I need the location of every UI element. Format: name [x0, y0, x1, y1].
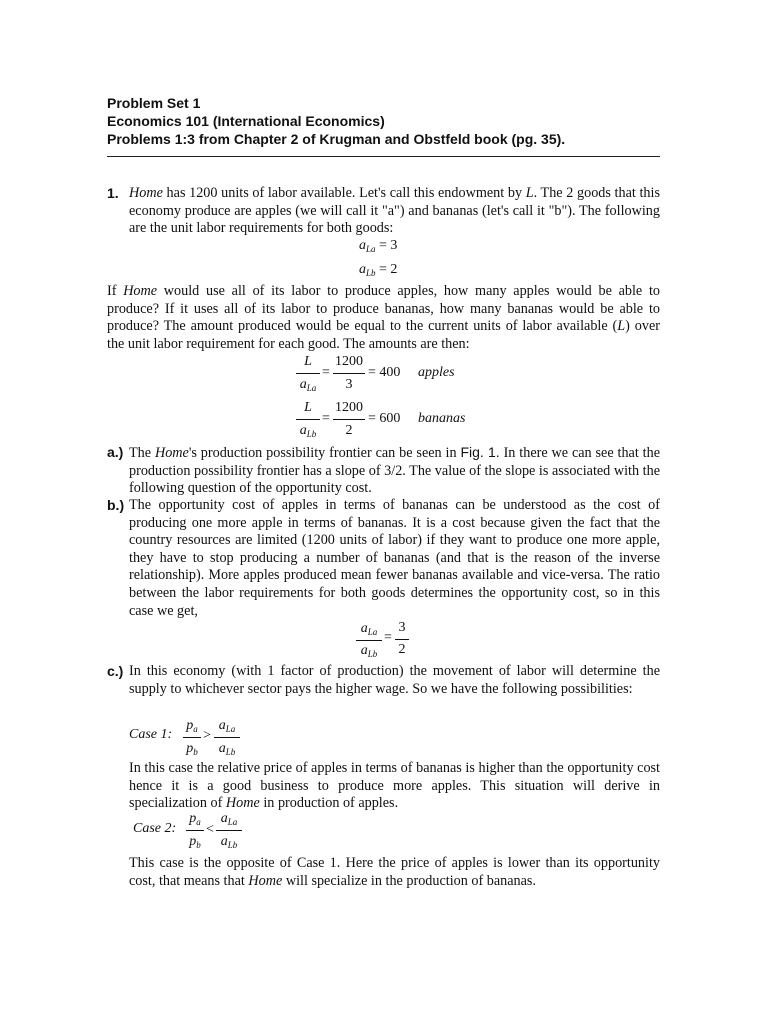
- header-problems: Problems 1:3 from Chapter 2 of Krugman and Obstfeld book (pg. 35).: [107, 131, 566, 147]
- part-b-text: The opportunity cost of apples in terms of bananas can be understood as the cost of producing one more apple in terms of bananas. It is a cost because given the fact that the country resources are limited (1200 units of labor) if they want to produce one more apple, they have to stop producing a number of bananas (and that is the reason of the inverse relationship). More apples produced mean fewer bananas available and vice-versa. The ratio between the labor requirements for both goods determines the opportunity cost, so in this case we get,: [129, 497, 660, 619]
- part-a-label: a.): [107, 444, 124, 460]
- part-a-text: The Home's production possibility frontier can be seen in Fig. 1. In there we can see that the production possibility frontier has a slope of 3/2. The value of the slope is associated with the following question of the opportunity cost.: [129, 444, 661, 497]
- header-title: Problem Set 1: [107, 95, 201, 111]
- case1-explanation: In this case the relative price of apples in terms of bananas is higher than the opportunity cost hence it is a good business to produce more apples. This situation will derive in specialization of Home in production of apples.: [129, 760, 660, 812]
- case2-explanation: This case is the opposite of Case 1. Here the price of apples is lower than its opportunity cost, that means that Home will specialize in the production of bananas.: [129, 855, 660, 889]
- req-bananas-equation: $a_{Lb} = 2$: [359, 262, 398, 278]
- part-b-label: b.): [107, 497, 125, 513]
- figure-reference: Fig. 1.: [460, 444, 500, 460]
- header-divider: [107, 156, 660, 157]
- req-apples-equation: $a_{La} = 3$: [359, 238, 398, 254]
- problem-number: 1.: [107, 185, 119, 201]
- header-course: Economics 101 (International Economics): [107, 113, 385, 129]
- problem1-intro: Home has 1200 units of labor available. Let's call this endowment by L. The 2 goods that this economy produce are apples (we will call it "a") and bananas (let's call it "b"). The following are the unit labor requirements for both goods:: [129, 185, 660, 237]
- part-c-label: c.): [107, 663, 124, 679]
- part-c-text: In this economy (with 1 factor of production) the movement of labor will determine the supply to whichever sector pays the higher wage. So we have the following possibilities:: [129, 663, 660, 697]
- problem1-paragraph2: If Home would use all of its labor to produce apples, how many apples would be able to produce? If it uses all of its labor to produce bananas, how many bananas would be able to produce? The amount produced would be equal to the current units of labor available (L) over the unit labor requirement for each good. The amounts are then:: [107, 283, 661, 352]
